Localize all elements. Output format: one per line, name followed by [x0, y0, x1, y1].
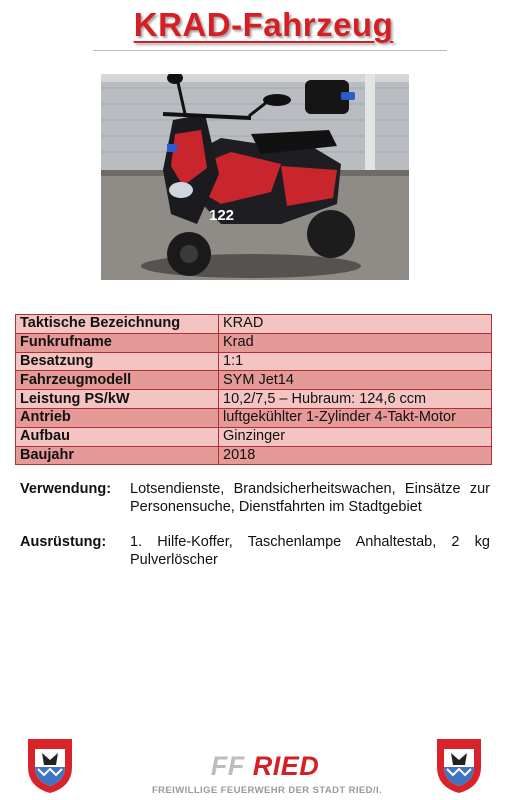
spec-key: Besatzung: [16, 352, 219, 371]
spec-key: Antrieb: [16, 408, 219, 427]
spec-row: [16, 315, 492, 334]
title-divider: [93, 50, 447, 51]
spec-key: Taktische Bezeichnung: [16, 315, 219, 334]
fire-brigade-crest-right: [433, 733, 485, 795]
spec-value: Krad: [219, 333, 492, 352]
spec-value: SYM Jet14: [219, 371, 492, 390]
spec-value: 1:1: [219, 352, 492, 371]
spec-key: Fahrzeugmodell: [16, 371, 219, 390]
spec-table: [15, 314, 492, 465]
spec-value: 2018: [219, 446, 492, 465]
spec-row: [16, 352, 492, 371]
spec-value: 10,2/7,5 – Hubraum: 124,6 ccm: [219, 390, 492, 409]
equipment-text: 1. Hilfe-Koffer, Taschenlampe Anhaltestab, 2 kg Pulverlöscher: [130, 534, 490, 568]
ff-prefix: FF: [210, 751, 245, 781]
spec-key: Baujahr: [16, 446, 219, 465]
spec-row: [16, 333, 492, 352]
usage-text: Lotsendienste, Brandsicherheitswachen, Einsätze zur Personensuche, Dienstfahrten im Stadtgebiet: [130, 481, 490, 515]
spec-row: [16, 427, 492, 446]
spec-key: Aufbau: [16, 427, 219, 446]
spec-value: luftgekühlter 1-Zylinder 4-Takt-Motor: [219, 408, 492, 427]
usage-label: Verwendung:: [20, 481, 112, 497]
spec-row: [16, 408, 492, 427]
spec-key: Funkrufname: [16, 333, 219, 352]
page-title: KRAD-Fahrzeug: [133, 6, 394, 43]
fire-brigade-crest-left: [24, 733, 76, 795]
spec-value: Ginzinger: [219, 427, 492, 446]
spec-value: KRAD: [219, 315, 492, 334]
spec-row: [16, 446, 492, 465]
plate-number-label: 122: [209, 207, 235, 224]
vehicle-photo: [101, 74, 409, 280]
footer-tagline: FREIWILLIGE FEUERWEHR DER STADT RIED/I.: [151, 785, 383, 796]
ff-name: RIED: [252, 751, 320, 781]
equipment-label: Ausrüstung:: [20, 534, 107, 550]
spec-row: [16, 390, 492, 409]
spec-row: [16, 371, 492, 390]
ff-ried-logo: [180, 751, 350, 782]
spec-key: Leistung PS/kW: [16, 390, 219, 409]
